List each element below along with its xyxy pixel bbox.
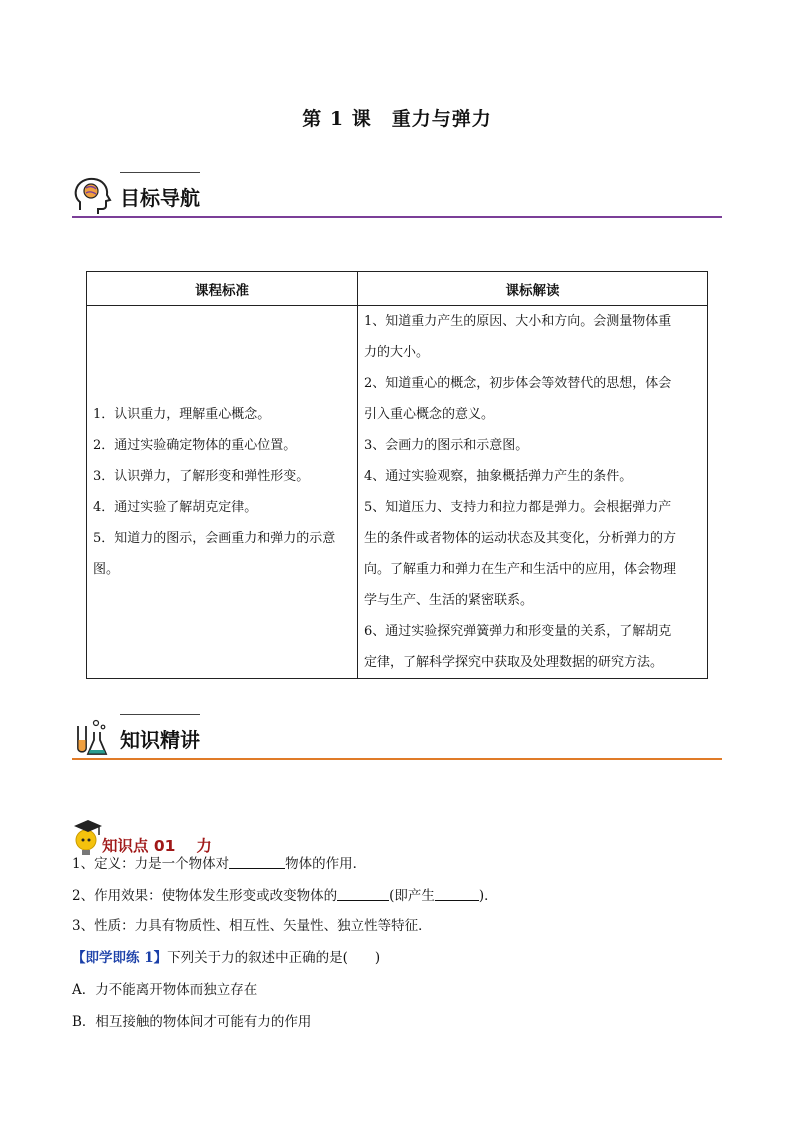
table-cell-interpretation <box>358 306 708 679</box>
option-b: B．相互接触的物体间才可能有力的作用 <box>72 1014 312 1030</box>
cell-line: 6、通过实验探究弹簧弹力和形变量的关系，了解胡克 <box>364 624 672 639</box>
cell-line: 1．认识重力，理解重心概念。 <box>93 407 271 422</box>
standards-table <box>86 271 708 679</box>
table-header-row <box>87 272 708 306</box>
graduate-bulb-icon <box>72 816 104 858</box>
cell-line: 学与生产、生活的紧密联系。 <box>364 593 534 608</box>
cell-line: 4．通过实验了解胡克定律。 <box>93 500 258 515</box>
section-title: 目标导航 <box>120 186 200 210</box>
knowledge-body <box>72 854 722 1046</box>
property-line: 3、性质：力具有物质性、相互性、矢量性、独立性等特征． <box>72 918 432 934</box>
section-title: 知识精讲 <box>120 728 200 752</box>
definition-line <box>72 854 722 886</box>
header-overline <box>120 172 200 173</box>
cell-line: 力的大小。 <box>364 345 430 360</box>
effect-line <box>72 886 722 918</box>
cell-line: 2、知道重心的概念，初步体会等效替代的思想，体会 <box>364 376 672 391</box>
flask-icon <box>72 718 112 758</box>
section-header-goals <box>72 170 722 218</box>
cell-line: 1、知道重力产生的原因、大小和方向。会测量物体重 <box>364 314 672 329</box>
fill-blank[interactable] <box>337 886 389 901</box>
cell-line: 引入重心概念的意义。 <box>364 407 495 422</box>
header-overline <box>120 714 200 715</box>
exercise-tag: 【即学即练 1】 <box>72 950 168 966</box>
exercise-line <box>72 950 722 982</box>
cell-line: 4、通过实验观察，抽象概括弹力产生的条件。 <box>364 469 633 484</box>
section-underline <box>72 758 722 760</box>
cell-line: 5．知道力的图示，会画重力和弹力的示意 <box>93 531 336 546</box>
fill-blank[interactable] <box>229 854 285 869</box>
text: 2、作用效果：使物体发生形变或改变物体的 <box>72 888 338 904</box>
cell-line: 图。 <box>93 562 120 577</box>
table-header: 课程标准 <box>87 272 358 306</box>
cell-line: 2．通过实验确定物体的重心位置。 <box>93 438 297 453</box>
cell-line: 生的条件或者物体的运动状态及其变化，分析弹力的方 <box>364 531 677 546</box>
table-header: 课标解读 <box>358 272 708 306</box>
cell-line: 定律，了解科学探究中获取及处理数据的研究方法。 <box>364 655 664 670</box>
text: 1、定义：力是一个物体对 <box>72 856 230 872</box>
cell-line: 3、会画力的图示和示意图。 <box>364 438 529 453</box>
text: )． <box>478 888 498 904</box>
brain-head-icon <box>72 176 112 216</box>
cell-line: 5、知道压力、支持力和拉力都是弹力。会根据弹力产 <box>364 500 672 515</box>
page-title: 第 1 课 重力与弹力 <box>302 108 492 130</box>
text: 物体的作用． <box>285 856 367 872</box>
fill-blank[interactable] <box>435 886 479 901</box>
table-cell-standards <box>87 306 358 679</box>
section-underline <box>72 216 722 218</box>
cell-line: 3．认识弹力，了解形变和弹性形变。 <box>93 469 310 484</box>
table-row <box>87 306 708 679</box>
exercise-question: 下列关于力的叙述中正确的是( ) <box>167 950 381 966</box>
cell-line: 向。了解重力和弹力在生产和生活中的应用，体会物理 <box>364 562 677 577</box>
option-a: A．力不能离开物体而独立存在 <box>72 982 258 998</box>
section-header-knowledge <box>72 712 722 760</box>
knowledge-point-title: 知识点 01 力 <box>102 837 212 855</box>
text: (即产生 <box>389 888 435 904</box>
